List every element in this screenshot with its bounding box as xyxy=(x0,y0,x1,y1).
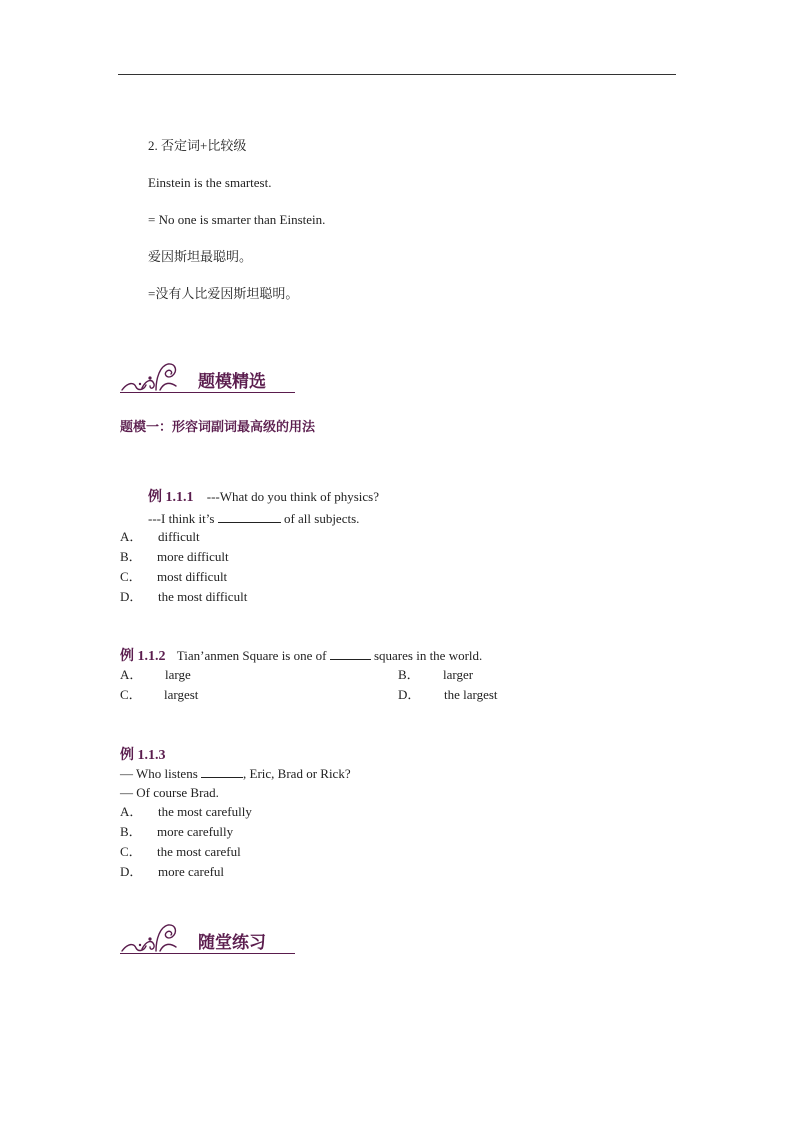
section-underline-2 xyxy=(120,953,295,954)
example-3-q1-post: , Eric, Brad or Rick? xyxy=(243,766,351,781)
example-1-question-1 xyxy=(148,489,379,506)
flourish-ornament-icon xyxy=(120,921,180,953)
option-row xyxy=(120,569,142,585)
example-1-question-2 xyxy=(148,510,359,527)
option-text: the most difficult xyxy=(158,589,248,604)
example-2-label: 例 1.1.2 xyxy=(120,649,166,664)
intro-line-4: =没有人比爱因斯坦聪明。 xyxy=(148,286,299,301)
option-text: large xyxy=(165,667,191,682)
option-letter: C． xyxy=(120,569,142,584)
example-2-q-pre: Tian’anmen Square is one of xyxy=(176,648,330,663)
option-letter: A． xyxy=(120,667,143,682)
option-text: the most carefully xyxy=(158,804,252,819)
option-letter: C． xyxy=(120,687,142,702)
option-text: difficult xyxy=(158,529,200,544)
option-text: the most careful xyxy=(157,844,241,859)
option-text: largest xyxy=(164,687,199,702)
section-subtitle-1: 题模一：形容词副词最高级的用法 xyxy=(120,420,316,435)
option-row xyxy=(120,549,142,565)
option-letter: C． xyxy=(120,844,142,859)
option-letter: D． xyxy=(398,687,421,702)
intro-line-2: = No one is smarter than Einstein. xyxy=(148,212,326,227)
option-letter: D． xyxy=(120,864,143,879)
section-underline-1 xyxy=(120,392,295,393)
option-letter: B． xyxy=(120,549,142,564)
section-title-2: 随堂练习 xyxy=(198,933,266,953)
answer-blank xyxy=(330,647,371,660)
option-letter: B． xyxy=(398,667,420,682)
option-letter: A． xyxy=(120,804,143,819)
section-title-1: 题模精选 xyxy=(198,372,266,392)
answer-blank xyxy=(201,765,243,778)
flourish-ornament-icon xyxy=(120,360,180,392)
option-text: more careful xyxy=(158,864,225,879)
intro-line-1: Einstein is the smartest. xyxy=(148,175,272,190)
option-row xyxy=(120,529,142,545)
example-1-q2-post: of all subjects. xyxy=(280,511,360,526)
example-2-q-post: squares in the world. xyxy=(370,648,483,663)
option-letter: A． xyxy=(120,529,143,544)
example-3-q1-pre: — Who listens xyxy=(120,766,202,781)
intro-heading: 2. 否定词+比较级 xyxy=(148,138,247,153)
option-letter: D． xyxy=(120,589,143,604)
option-text: larger xyxy=(443,667,474,682)
example-1-q1-text: ---What do you think of physics? xyxy=(206,489,379,504)
example-3-question-2: — Of course Brad. xyxy=(120,785,219,800)
header-rule xyxy=(118,74,676,75)
example-1-q2-pre: ---I think it’s xyxy=(148,511,218,526)
example-1-label: 例 1.1.1 xyxy=(148,490,194,505)
option-text: more difficult xyxy=(157,549,229,564)
option-text: the largest xyxy=(444,687,498,702)
intro-line-3: 爱因斯坦最聪明。 xyxy=(148,249,253,264)
option-text: most difficult xyxy=(157,569,228,584)
option-row xyxy=(120,589,142,605)
option-letter: B． xyxy=(120,824,142,839)
option-text: more carefully xyxy=(157,824,234,839)
answer-blank xyxy=(218,510,281,523)
example-3-question-1 xyxy=(120,765,351,782)
example-3-label: 例 1.1.3 xyxy=(120,748,166,763)
example-2-question xyxy=(120,647,482,665)
